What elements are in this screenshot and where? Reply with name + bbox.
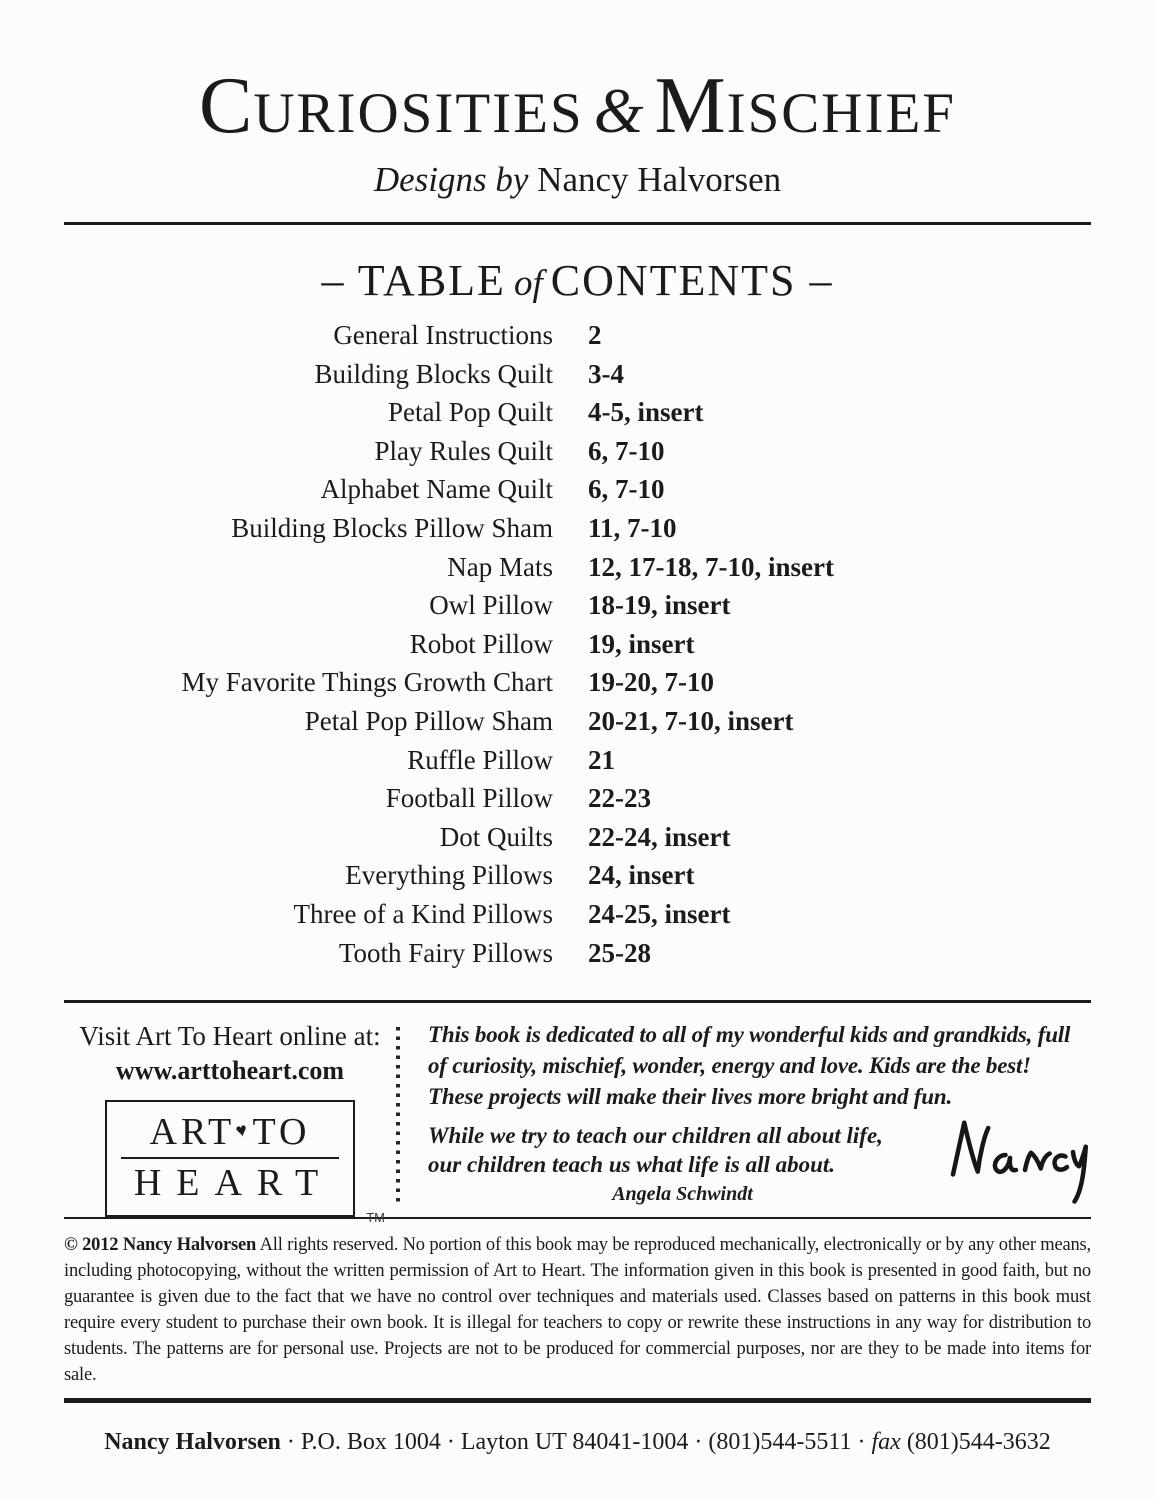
toc-bottom-divider bbox=[64, 1000, 1091, 1003]
toc-entry-title: Nap Mats bbox=[447, 551, 553, 582]
page-title: CURIOSITIES & MISCHIEF bbox=[199, 62, 956, 150]
quote-line: our children teach us what life is all about. bbox=[428, 1151, 836, 1177]
toc-entry-pages: 4-5, insert bbox=[588, 397, 704, 428]
footer-divider bbox=[64, 1398, 1091, 1403]
website-url: www.arttoheart.com bbox=[115, 1055, 345, 1085]
author-name: Nancy Halvorsen bbox=[537, 160, 782, 199]
toc-entry-title: Building Blocks Quilt bbox=[314, 358, 553, 389]
toc-entry-title: Football Pillow bbox=[385, 783, 553, 814]
toc-entry-title: Petal Pop Quilt bbox=[387, 397, 553, 428]
art-to-heart-logo: ART♥TO HEART TM bbox=[105, 1100, 355, 1217]
header-divider bbox=[64, 222, 1091, 225]
copyright-notice: © 2012 Nancy Halvorsen All rights reserved. No portion of this book may be reproduced mechanically, electronically or by any other means, including photocopying, without the written permission of Art to Heart. The information given in this book is presented in good faith, but no guarantee is given due to the fact that we have no control over techniques and materials used. Classes based on patterns in this book must require every student to purchase their own book. It is illegal for teachers to copy or rewrite these instructions in any way for distribution to students. The patterns are for personal use. Projects are not to be produced for commercial purposes, nor are they to be made into items for sale. bbox=[64, 1235, 1091, 1386]
toc-entry-pages: 6, 7-10 bbox=[588, 435, 665, 466]
toc-entry-pages: 2 bbox=[588, 320, 602, 350]
promo-column bbox=[64, 1017, 396, 1225]
toc-row bbox=[64, 745, 1091, 784]
fax-number: (801)544-3632 bbox=[900, 1429, 1051, 1456]
toc-row bbox=[64, 359, 1091, 398]
title-initial: M bbox=[654, 62, 727, 150]
toc-entry-pages: 3-4 bbox=[588, 358, 624, 389]
visit-text: Visit Art To Heart online at: bbox=[79, 1020, 381, 1051]
toc-row bbox=[64, 513, 1091, 552]
toc-entry-title: General Instructions bbox=[333, 320, 553, 350]
nancy-signature bbox=[941, 1113, 1091, 1211]
quote-block bbox=[428, 1121, 937, 1211]
toc-entry-pages: 19-20, 7-10 bbox=[588, 667, 714, 698]
toc-entry-title: Ruffle Pillow bbox=[407, 744, 553, 775]
toc-entry-title: Three of a Kind Pillows bbox=[293, 898, 553, 929]
toc-heading: – TABLE of CONTENTS – bbox=[321, 256, 834, 305]
copyright-holder: © 2012 Nancy Halvorsen bbox=[64, 1235, 257, 1256]
contact-address: · P.O. Box 1004 · Layton UT 84041-1004 · (801)544-5511 · bbox=[280, 1429, 872, 1456]
toc-row bbox=[64, 474, 1091, 513]
toc-row bbox=[64, 629, 1091, 668]
toc-entry-title: Owl Pillow bbox=[429, 590, 553, 621]
toc-row bbox=[64, 822, 1091, 861]
toc-entry-title: Play Rules Quilt bbox=[374, 435, 553, 466]
toc-row bbox=[64, 667, 1091, 706]
toc-row bbox=[64, 899, 1091, 938]
toc-row bbox=[64, 552, 1091, 591]
toc-entry-pages: 22-24, insert bbox=[588, 821, 731, 852]
dedication-text: This book is dedicated to all of my wonderful kids and grandkids, full of curiosity, mischief, wonder, energy and love. Kids are the best! These projects will make their lives more bright and fun. bbox=[428, 1021, 1071, 1109]
table-of-contents bbox=[64, 255, 1091, 976]
toc-entry-title: Robot Pillow bbox=[409, 628, 553, 659]
contact-name: Nancy Halvorsen bbox=[104, 1429, 281, 1456]
toc-row bbox=[64, 397, 1091, 436]
toc-row bbox=[64, 590, 1091, 629]
toc-entry-title: My Favorite Things Growth Chart bbox=[181, 667, 553, 698]
contact-line bbox=[64, 1429, 1091, 1456]
toc-entry-title: Petal Pop Pillow Sham bbox=[304, 705, 553, 736]
quote-line: While we try to teach our children all about life, bbox=[428, 1122, 883, 1148]
heart-icon: ♥ bbox=[234, 1118, 254, 1142]
toc-entry-title: Everything Pillows bbox=[345, 860, 553, 891]
toc-entry-pages: 11, 7-10 bbox=[588, 512, 677, 543]
toc-entry-pages: 21 bbox=[588, 744, 615, 775]
toc-entry-pages: 18-19, insert bbox=[588, 590, 731, 621]
toc-entry-title: Alphabet Name Quilt bbox=[320, 474, 553, 505]
toc-entry-pages: 19, insert bbox=[588, 628, 695, 659]
fax-label: fax bbox=[871, 1429, 901, 1456]
toc-row bbox=[64, 860, 1091, 899]
ampersand: & bbox=[593, 75, 645, 146]
bottom-section bbox=[64, 1017, 1091, 1225]
toc-entry-pages: 6, 7-10 bbox=[588, 474, 665, 505]
dedication-column bbox=[400, 1017, 1091, 1217]
toc-entry-pages: 25-28 bbox=[588, 937, 651, 968]
toc-row bbox=[64, 783, 1091, 822]
toc-list bbox=[64, 320, 1091, 976]
toc-row bbox=[64, 938, 1091, 977]
toc-row bbox=[64, 436, 1091, 475]
toc-entry-pages: 24, insert bbox=[588, 860, 695, 891]
toc-entry-pages: 24-25, insert bbox=[588, 898, 731, 929]
logo-divider bbox=[121, 1157, 339, 1159]
toc-row bbox=[64, 320, 1091, 359]
quote-attribution: Angela Schwindt bbox=[612, 1182, 753, 1205]
trademark-symbol: TM bbox=[366, 1209, 385, 1225]
subtitle bbox=[64, 160, 1091, 200]
toc-entry-title: Tooth Fairy Pillows bbox=[338, 937, 553, 968]
title-initial: C bbox=[199, 62, 254, 150]
dedication-bottom-divider bbox=[64, 1217, 1091, 1220]
toc-entry-title: Dot Quilts bbox=[439, 821, 553, 852]
toc-entry-pages: 22-23 bbox=[588, 783, 651, 814]
toc-row bbox=[64, 706, 1091, 745]
subtitle-designs-by: Designs by bbox=[373, 160, 529, 199]
toc-entry-title: Building Blocks Pillow Sham bbox=[231, 512, 553, 543]
header bbox=[64, 0, 1091, 200]
toc-entry-pages: 12, 17-18, 7-10, insert bbox=[588, 551, 834, 582]
toc-entry-pages: 20-21, 7-10, insert bbox=[588, 705, 794, 736]
